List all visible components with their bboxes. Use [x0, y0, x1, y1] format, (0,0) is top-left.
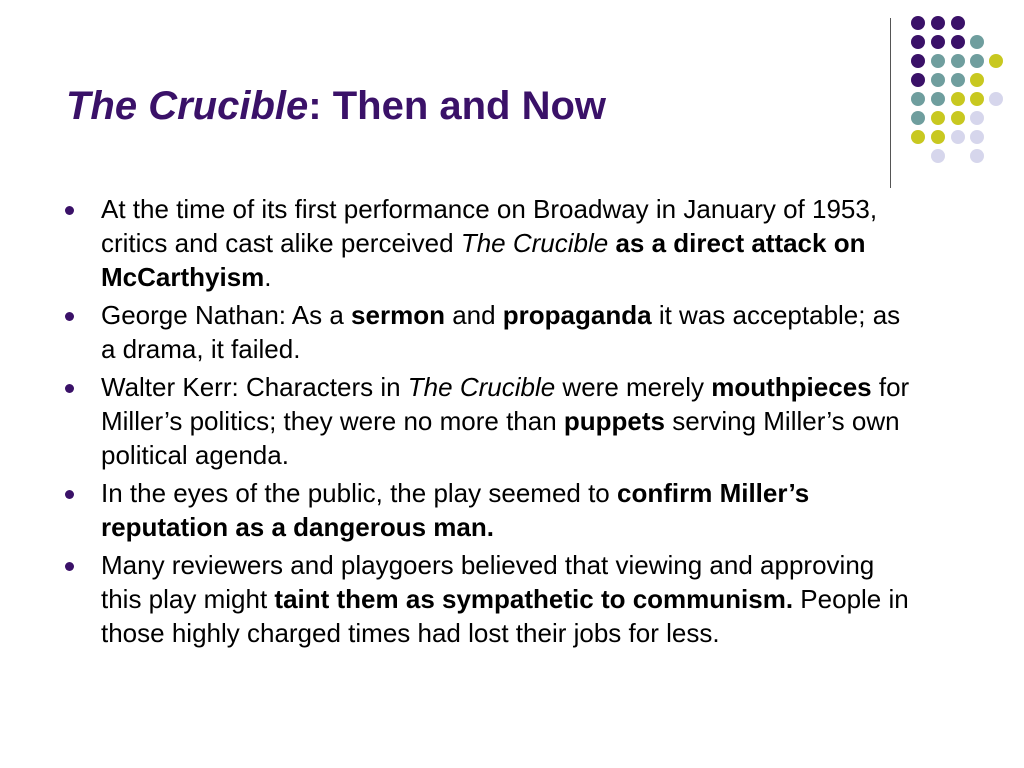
dot	[951, 92, 965, 106]
dot	[970, 149, 984, 163]
bullet-text: George Nathan: As a	[101, 300, 352, 330]
title-italic: The Crucible	[66, 84, 309, 128]
dot	[911, 111, 925, 125]
bullet-text: were merely	[555, 372, 712, 402]
dot	[951, 54, 965, 68]
dot	[931, 130, 945, 144]
bullet-text: Many reviewers and playgoers believed that viewing and approving this play might	[101, 550, 875, 614]
dot	[911, 73, 925, 87]
decorative-dot-grid	[900, 8, 1010, 168]
bullet-marker	[65, 206, 74, 215]
dot	[970, 92, 984, 106]
dot	[970, 54, 984, 68]
bullet-text-italic: The Crucible	[407, 372, 556, 402]
dot	[970, 35, 984, 49]
dot	[931, 16, 945, 30]
dot	[931, 54, 945, 68]
dot	[970, 111, 984, 125]
bullet-item	[60, 298, 910, 366]
dot	[951, 130, 965, 144]
dot	[951, 35, 965, 49]
dot	[911, 130, 925, 144]
bullet-text: it was acceptable; as a drama, it failed.	[101, 300, 901, 364]
bullet-text: At the time of its first performance on Broadway in January of 1953, critics and cast alike perceived	[101, 194, 878, 258]
dot	[911, 92, 925, 106]
bullet-text-italic: The Crucible	[460, 228, 609, 258]
bullet-text-bold: sermon	[351, 300, 445, 330]
bullet-text-bold: confirm Miller’s reputation as a dangerous man.	[101, 478, 810, 542]
bullet-marker	[65, 490, 74, 499]
bullet-text: and	[444, 300, 503, 330]
dot	[970, 130, 984, 144]
bullet-list	[60, 192, 910, 654]
dot	[911, 16, 925, 30]
bullet-text: .	[264, 262, 272, 292]
dot	[989, 54, 1003, 68]
bullet-item	[60, 192, 910, 294]
dot	[931, 92, 945, 106]
bullet-item	[60, 370, 910, 472]
dot	[931, 149, 945, 163]
dot	[989, 92, 1003, 106]
bullet-text-bold: propaganda	[502, 300, 652, 330]
bullet-marker	[65, 312, 74, 321]
bullet-item	[60, 548, 910, 650]
bullet-text-bold: puppets	[563, 406, 666, 436]
bullet-text: serving Miller’s own political agenda.	[101, 406, 900, 470]
dot	[931, 35, 945, 49]
decorative-divider	[890, 18, 891, 188]
bullet-marker	[65, 562, 74, 571]
bullet-text-bold: mouthpieces	[711, 372, 872, 402]
dot	[951, 16, 965, 30]
bullet-text: People in those highly charged times had lost their jobs for less.	[101, 584, 909, 648]
bullet-marker	[65, 384, 74, 393]
dot	[951, 73, 965, 87]
bullet-text: In the eyes of the public, the play seemed to	[101, 478, 617, 508]
bullet-text-bold: as a direct attack on McCarthyism	[101, 228, 866, 292]
dot	[911, 54, 925, 68]
dot	[911, 35, 925, 49]
bullet-text: Walter Kerr: Characters in	[101, 372, 408, 402]
bullet-text: for Miller’s politics; they were no more than	[101, 372, 910, 436]
slide-title	[66, 82, 866, 130]
title-rest: : Then and Now	[308, 84, 607, 128]
dot	[970, 73, 984, 87]
dot	[951, 111, 965, 125]
dot	[931, 111, 945, 125]
dot	[931, 73, 945, 87]
bullet-text-bold: taint them as sympathetic to communism.	[274, 584, 794, 614]
bullet-item	[60, 476, 910, 544]
